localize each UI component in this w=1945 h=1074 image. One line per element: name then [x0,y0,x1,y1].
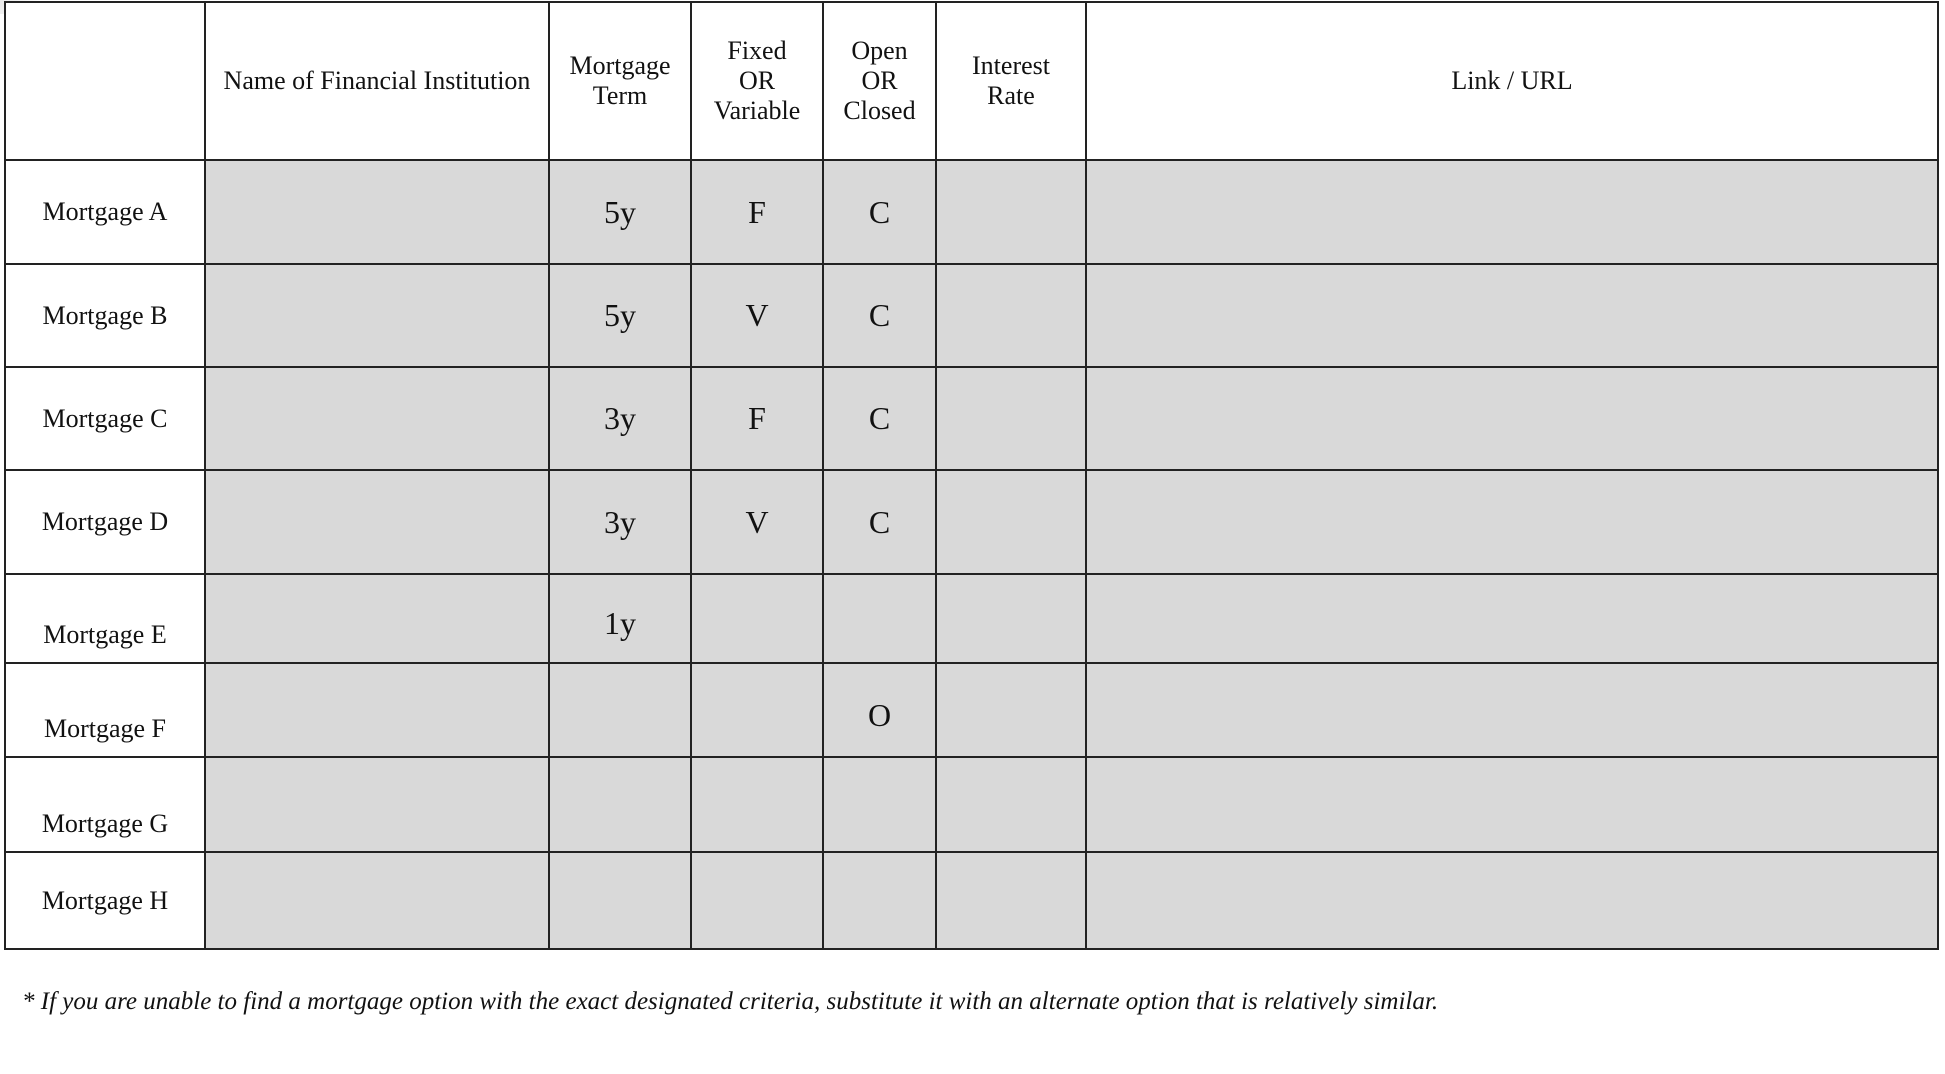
term-cell[interactable] [549,757,691,852]
interest-rate-cell[interactable] [936,757,1086,852]
open-closed-cell[interactable] [823,757,936,852]
row-label: Mortgage G [5,757,205,852]
interest-rate-cell[interactable] [936,852,1086,949]
institution-cell[interactable] [205,160,549,264]
row-label: Mortgage F [5,663,205,757]
fixed-variable-cell[interactable] [691,574,823,663]
interest-rate-cell[interactable] [936,367,1086,470]
term-cell[interactable]: 1y [549,574,691,663]
row-label: Mortgage B [5,264,205,367]
open-closed-cell[interactable]: C [823,264,936,367]
interest-rate-cell[interactable] [936,264,1086,367]
footnote: * If you are unable to find a mortgage option with the exact designated criteria, substitute it with an alternate option that is relatively similar. [22,988,1439,1015]
header-fixed-or-variable: Fixed OR Variable [691,2,823,160]
table-row [5,470,1938,574]
institution-cell[interactable] [205,852,549,949]
row-label: Mortgage C [5,367,205,470]
row-label: Mortgage A [5,160,205,264]
link-url-cell[interactable] [1086,264,1938,367]
header-open-or-closed: Open OR Closed [823,2,936,160]
table-row [5,160,1938,264]
term-cell[interactable]: 5y [549,160,691,264]
open-closed-cell[interactable]: O [823,663,936,757]
fixed-variable-cell[interactable]: V [691,264,823,367]
link-url-cell[interactable] [1086,160,1938,264]
row-label: Mortgage E [5,574,205,663]
row-label: Mortgage H [5,852,205,949]
table-row [5,367,1938,470]
interest-rate-cell[interactable] [936,574,1086,663]
interest-rate-cell[interactable] [936,470,1086,574]
institution-cell[interactable] [205,470,549,574]
header-mortgage-term: Mortgage Term [549,2,691,160]
table-row [5,574,1938,663]
term-cell[interactable]: 5y [549,264,691,367]
fixed-variable-cell[interactable]: F [691,367,823,470]
mortgage-comparison-sheet [4,1,1937,950]
header-interest-rate: Interest Rate [936,2,1086,160]
table-row [5,264,1938,367]
header-row [5,2,1938,160]
institution-cell[interactable] [205,264,549,367]
header-corner-cell [5,2,205,160]
interest-rate-cell[interactable] [936,663,1086,757]
institution-cell[interactable] [205,663,549,757]
open-closed-cell[interactable]: C [823,160,936,264]
term-cell[interactable] [549,852,691,949]
mortgage-comparison-table [4,1,1939,950]
fixed-variable-cell[interactable] [691,852,823,949]
row-label: Mortgage D [5,470,205,574]
table-row [5,852,1938,949]
header-link-url: Link / URL [1086,2,1938,160]
fixed-variable-cell[interactable]: V [691,470,823,574]
open-closed-cell[interactable]: C [823,367,936,470]
open-closed-cell[interactable] [823,574,936,663]
institution-cell[interactable] [205,757,549,852]
term-cell[interactable]: 3y [549,470,691,574]
term-cell[interactable] [549,663,691,757]
link-url-cell[interactable] [1086,574,1938,663]
table-row [5,663,1938,757]
link-url-cell[interactable] [1086,757,1938,852]
fixed-variable-cell[interactable]: F [691,160,823,264]
term-cell[interactable]: 3y [549,367,691,470]
interest-rate-cell[interactable] [936,160,1086,264]
institution-cell[interactable] [205,574,549,663]
institution-cell[interactable] [205,367,549,470]
header-institution: Name of Financial Institution [205,2,549,160]
open-closed-cell[interactable]: C [823,470,936,574]
fixed-variable-cell[interactable] [691,757,823,852]
open-closed-cell[interactable] [823,852,936,949]
table-row [5,757,1938,852]
fixed-variable-cell[interactable] [691,663,823,757]
link-url-cell[interactable] [1086,367,1938,470]
link-url-cell[interactable] [1086,470,1938,574]
link-url-cell[interactable] [1086,852,1938,949]
link-url-cell[interactable] [1086,663,1938,757]
